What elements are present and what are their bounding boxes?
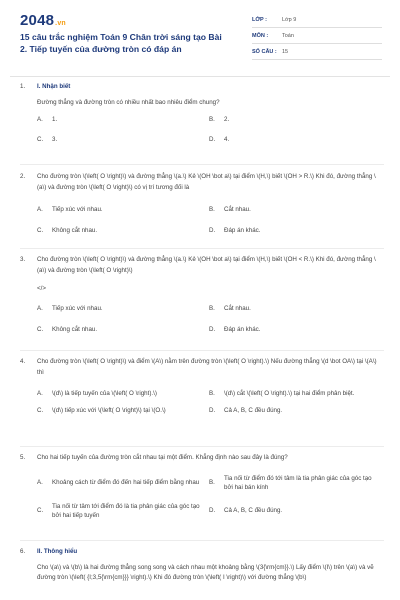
meta-key: LỚP : xyxy=(252,16,267,23)
question-number: 2. xyxy=(20,173,26,180)
answer-option-c[interactable] xyxy=(37,325,209,335)
section-title: I. Nhận biết xyxy=(37,83,71,90)
option-letter: D. xyxy=(209,136,216,143)
option-letter: C. xyxy=(37,226,44,234)
option-letter: D. xyxy=(209,325,216,333)
option-letter: A. xyxy=(37,479,43,487)
answer-option-c[interactable] xyxy=(37,406,209,416)
option-text: Cả A, B, C đều đúng. xyxy=(224,406,283,414)
option-letter: B. xyxy=(209,305,215,312)
question-text: Cho đường tròn \(\left( O \right)\) và đường thẳng \(a.\) Kẻ \(OH \bot a\) tại điểm \(H,\) biết \(OH < R.\) Khi đó, đường thẳng \(a\) và đường tròn \(\left( O \right)\) xyxy=(37,256,376,274)
option-letter: A. xyxy=(37,305,43,312)
option-text: 2. xyxy=(224,115,230,123)
question-divider xyxy=(20,164,384,165)
option-letter: A. xyxy=(37,390,43,397)
answer-option-c[interactable] xyxy=(37,502,209,521)
option-text: \(d\) là tiếp tuyến của \(\left( O \right).\) xyxy=(52,390,157,397)
option-text: Không cắt nhau. xyxy=(52,226,98,234)
option-text: Đáp án khác. xyxy=(224,226,261,234)
option-letter: C. xyxy=(37,136,44,143)
question-divider xyxy=(20,446,384,447)
question-2 xyxy=(20,172,384,235)
question-number: 3. xyxy=(20,256,26,263)
question-text: Cho đường tròn \(\left( O \right)\) và đường thẳng \(a.\) Kẻ \(OH \bot a\) tại điểm \(H,\) biết \(OH > R.\) Khi đó, đường thẳng \(a\) và đường tròn \(\left( O \right)\) có vị trí tương đối là xyxy=(37,173,376,191)
question-number: 6. xyxy=(20,548,26,555)
meta-table xyxy=(252,12,382,60)
option-letter: C. xyxy=(37,325,44,333)
option-text: Tia nối từ điểm đó tới tâm là tia phân giác của góc tạo bởi hai bán kính xyxy=(224,474,372,491)
option-text: Tiếp xúc với nhau. xyxy=(52,206,103,213)
answer-options xyxy=(20,205,384,235)
question-number: 5. xyxy=(20,454,26,461)
header-divider xyxy=(10,76,390,77)
question-text: Cho đường tròn \(\left( O \right)\) và điểm \(A\) nằm trên đường tròn \(\left( O \right).\) Nếu đường thẳng \(d \bot OA\) tại \(A\) thì xyxy=(37,358,377,376)
question-1 xyxy=(20,82,384,145)
option-text: Đáp án khác. xyxy=(224,325,261,333)
site-logo[interactable] xyxy=(20,12,66,29)
option-text: 1. xyxy=(52,115,58,123)
option-letter: B. xyxy=(209,115,215,123)
option-text: Cắt nhau. xyxy=(224,206,251,213)
meta-row-class xyxy=(252,12,382,28)
meta-row-subject xyxy=(252,28,382,44)
question-number: 4. xyxy=(20,358,26,365)
answer-options xyxy=(20,474,384,521)
question-5 xyxy=(20,453,384,521)
option-text: 3. xyxy=(52,136,58,143)
option-text: \(d\) cắt \(\left( O \right).\) tại hai điểm phân biệt. xyxy=(224,390,355,397)
option-letter: C. xyxy=(37,507,44,515)
question-header xyxy=(20,172,384,193)
answer-option-b[interactable] xyxy=(209,304,381,314)
question-header xyxy=(20,255,384,276)
option-text: Tiếp xúc với nhau. xyxy=(52,305,103,312)
answer-option-d[interactable] xyxy=(209,502,381,521)
option-text: Tia nối từ tâm tới điểm đó là tia phân giác của góc tạo bởi hai tiếp tuyến xyxy=(52,502,200,519)
page-header xyxy=(0,0,400,72)
question-text: Cho hai tiếp tuyến của đường tròn cắt nhau tại một điểm. Khẳng định nào sau đây là đúng? xyxy=(37,454,288,461)
option-letter: C. xyxy=(37,406,44,414)
section-title: II. Thông hiểu xyxy=(37,548,78,555)
question-header xyxy=(20,547,384,558)
answer-option-d[interactable] xyxy=(209,135,381,145)
option-letter: B. xyxy=(209,390,215,397)
answer-option-c[interactable] xyxy=(37,135,209,145)
answer-options xyxy=(20,389,384,415)
option-letter: B. xyxy=(209,206,215,213)
option-letter: A. xyxy=(37,115,43,123)
question-text: Đường thẳng và đường tròn có nhiều nhất bao nhiêu điểm chung? xyxy=(37,98,220,106)
question-header xyxy=(20,357,384,378)
meta-value: Toán xyxy=(282,32,294,39)
option-text: Cả A, B, C đều đúng. xyxy=(224,507,283,515)
meta-value: 15 xyxy=(282,48,289,55)
question-divider xyxy=(20,248,384,249)
answer-option-a[interactable] xyxy=(37,304,209,314)
question-header xyxy=(20,453,384,464)
option-letter: D. xyxy=(209,406,216,414)
meta-key: MÔN : xyxy=(252,32,269,39)
option-text: Khoảng cách từ điểm đó đến hai tiếp điểm bằng nhau xyxy=(52,479,200,487)
option-letter: A. xyxy=(37,206,43,213)
question-divider xyxy=(20,350,384,351)
option-letter: D. xyxy=(209,507,216,515)
answer-option-d[interactable] xyxy=(209,226,381,236)
logo-suffix: .vn xyxy=(55,20,66,27)
logo-text: 2048 xyxy=(20,12,55,29)
option-text: Cắt nhau. xyxy=(224,305,251,312)
answer-option-a[interactable] xyxy=(37,115,209,125)
answer-option-b[interactable] xyxy=(209,389,381,399)
answer-option-c[interactable] xyxy=(37,226,209,236)
answer-option-b[interactable] xyxy=(209,474,381,493)
option-text: 4. xyxy=(224,136,230,143)
meta-value: Lớp 9 xyxy=(282,16,297,23)
question-number: 1. xyxy=(20,83,26,90)
option-text: \(d\) tiếp xúc với \(\left( O \right)\) tại \(O.\) xyxy=(52,406,166,414)
question-header xyxy=(20,82,384,93)
question-text: Cho \(a\) và \(b\) là hai đường thẳng song song và cách nhau một khoảng bằng \(3{\rm{cm}}.\) Lấy điểm \(I\) trên \(a\) và vẽ đường tròn \(\left( {I;3,5{\rm{cm}}} \right).\) Khi đó đường tròn \(\left( I \right)\) với đường thẳng \(b\) xyxy=(37,563,374,581)
answer-options xyxy=(20,304,384,334)
answer-option-a[interactable] xyxy=(37,205,209,215)
option-letter: B. xyxy=(209,479,215,487)
question-6 xyxy=(20,547,384,600)
answer-option-b[interactable] xyxy=(209,205,381,215)
question-4 xyxy=(20,357,384,415)
option-letter: D. xyxy=(209,226,216,234)
option-text: Không cắt nhau. xyxy=(52,325,98,333)
meta-key: SỐ CÂU : xyxy=(252,48,277,55)
answer-option-d[interactable] xyxy=(209,325,381,335)
question-divider xyxy=(20,540,384,541)
answer-option-a[interactable] xyxy=(37,474,209,493)
meta-row-count xyxy=(252,44,382,60)
answer-option-d[interactable] xyxy=(209,406,381,416)
question-extra: </> xyxy=(37,285,46,292)
document-title: 15 câu trắc nghiệm Toán 9 Chân trời sáng tạo Bài 2. Tiếp tuyến của đường tròn có đáp án xyxy=(20,32,222,54)
answer-option-b[interactable] xyxy=(209,115,381,125)
question-3 xyxy=(20,255,384,334)
answer-option-a[interactable] xyxy=(37,389,209,399)
answer-options xyxy=(20,115,384,145)
